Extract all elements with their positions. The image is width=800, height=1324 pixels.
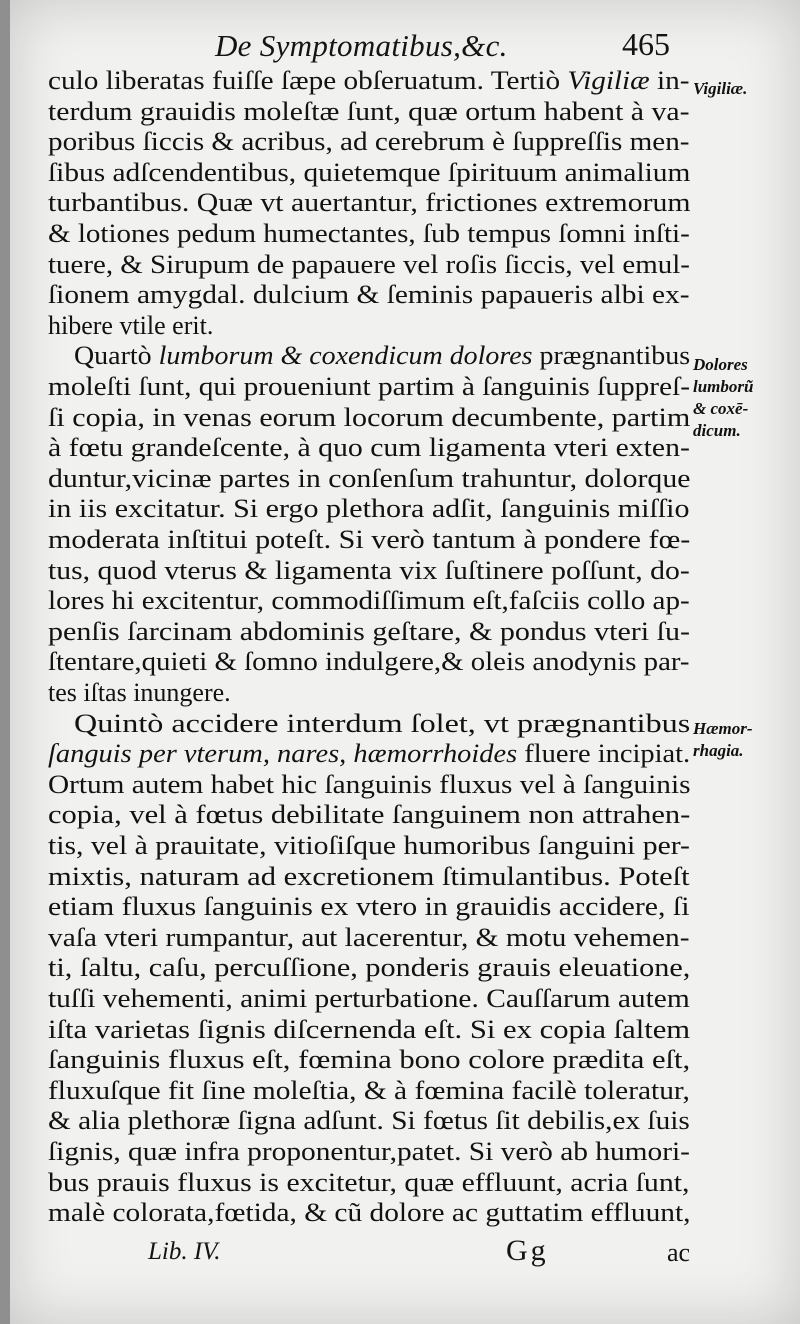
text-line: malè colorata,fœtida, & cũ dolore ac guttatim effluunt, <box>48 1198 691 1228</box>
signature-mark: Gg <box>506 1234 549 1267</box>
text-line: poribus ſiccis & acribus, ad cerebrum è ſuppreſſis men- <box>48 127 690 157</box>
margin-note-dolores <box>693 354 793 442</box>
text-line: Ortum autem habet hic ſanguinis fluxus vel à ſanguinis <box>48 769 691 799</box>
text-line: tes iſtas inungere. <box>48 678 231 707</box>
text-line: iſta varietas ſignis diſcernenda eſt. Si ex copia ſaltem <box>48 1014 691 1044</box>
text-line: turbantibus. Quæ vt auertantur, frictiones extremorum <box>48 188 691 218</box>
text-line: Quintò accidere interdum ſolet, vt prægnantibus <box>74 708 691 738</box>
text-line: bus prauis fluxus is excitetur, quæ effluunt, acria ſunt, <box>48 1167 690 1197</box>
text-line: tus, quod vterus & ligamenta vix ſuſtinere poſſunt, do- <box>48 555 690 585</box>
text-line: moleſti ſunt, qui proueniunt partim à ſanguinis ſuppreſ- <box>48 372 691 401</box>
margin-note-line: Hæmor- <box>693 719 753 738</box>
text-line: mixtis, naturam ad excretionem ſtimulantibus. Poteſt <box>48 861 690 891</box>
margin-note-line: & coxē- <box>693 399 749 418</box>
text-line: fluxuſque fit ſine moleſtia, & à fœmina facilè toleratur, <box>48 1075 690 1105</box>
text-line: tuſſi vehementi, animi perturbatione. Cauſſarum autem <box>48 984 690 1013</box>
page-footer <box>10 1234 800 1274</box>
text-line: hibere vtile erit. <box>48 310 214 340</box>
book-indicator: Lib. IV. <box>148 1238 221 1265</box>
text-line: & lotiones pedum humectantes, ſub tempus ſomni inſti- <box>48 219 690 248</box>
text-line: etiam fluxus ſanguinis ex vtero in grauidis accidere, ſi <box>48 892 690 922</box>
text-line: ti, ſaltu, caſu, percuſſione, ponderis grauis eleuatione, <box>48 953 691 983</box>
text-line: duntur,vicinæ partes in conſenſum trahuntur, dolorque <box>48 463 691 493</box>
catchword: ac <box>667 1238 691 1267</box>
text-line: ſi copia, in venas eorum locorum decumbente, partim <box>48 402 691 432</box>
margin-note-line: rhagia. <box>693 741 744 760</box>
text-line: tuere, & Sirupum de papauere vel roſis ſiccis, vel emul- <box>48 249 690 279</box>
text-line: culo liberatas fuiſſe ſæpe obſeruatum. Tertiò Vigiliæ in- <box>48 66 690 95</box>
text-line: copia, vel à fœtus debilitate ſanguinem non attrahen- <box>48 800 691 830</box>
text-line: & alia plethoræ ſigna adſunt. Si fœtus ſit debilis,ex ſuis <box>48 1106 690 1136</box>
margin-note-haemorrhagia <box>693 718 793 762</box>
margin-note-line: dicum. <box>693 421 741 440</box>
text-line: ſionem amygdal. dulcium & ſeminis papaueris albi ex- <box>48 280 690 310</box>
text-line: lores hi excitentur, commodiſſimum eſt,faſciis collo ap- <box>48 586 690 616</box>
book-page <box>10 0 800 1324</box>
text-line: vaſa vteri rumpantur, aut lacerentur, & motu vehemen- <box>48 922 690 952</box>
text-line: ſibus adſcendentibus, quietemque ſpirituum animalium <box>48 157 691 187</box>
page-header <box>10 26 800 70</box>
text-line: ſanguinis fluxus eſt, fœmina bono colore prædita eſt, <box>48 1045 691 1075</box>
text-line: ſignis, quæ infra proponentur,patet. Si verò ab humori- <box>48 1137 690 1166</box>
text-line: penſis ſarcinam abdominis geſtare, & pondus vteri ſu- <box>48 616 690 646</box>
margin-note-line: Vigiliæ. <box>693 79 748 98</box>
margin-note-vigiliae <box>693 78 793 100</box>
text-line: terdum grauidis moleſtæ ſunt, quæ ortum habent à va- <box>48 96 690 126</box>
text-line: tis, vel à prauitate, vitioſiſque humoribus ſanguini per- <box>48 831 690 860</box>
text-line: ſtentare,quieti & ſomno indulgere,& oleis anodynis par- <box>48 647 690 677</box>
page-number: 465 <box>622 26 670 62</box>
text-line: ſanguis per vterum, nares, hæmorrhoides fluere incipiat. <box>48 739 691 769</box>
margin-note-line: lumborũ <box>693 377 754 396</box>
text-line: moderata inſtitui poteſt. Si verò tantum à pondere fœ- <box>48 525 691 554</box>
text-line: Quartò lumborum & coxendicum dolores prægnantibus <box>74 341 691 371</box>
text-line: in iis excitatur. Si ergo plethora adſit, ſanguinis miſſio <box>48 494 690 524</box>
running-title: De Symptomatibus,&c. <box>215 28 508 63</box>
text-line: à fœtu grandeſcente, à quo cum ligamenta vteri exten- <box>48 433 690 463</box>
margin-note-line: Dolores <box>693 355 748 374</box>
